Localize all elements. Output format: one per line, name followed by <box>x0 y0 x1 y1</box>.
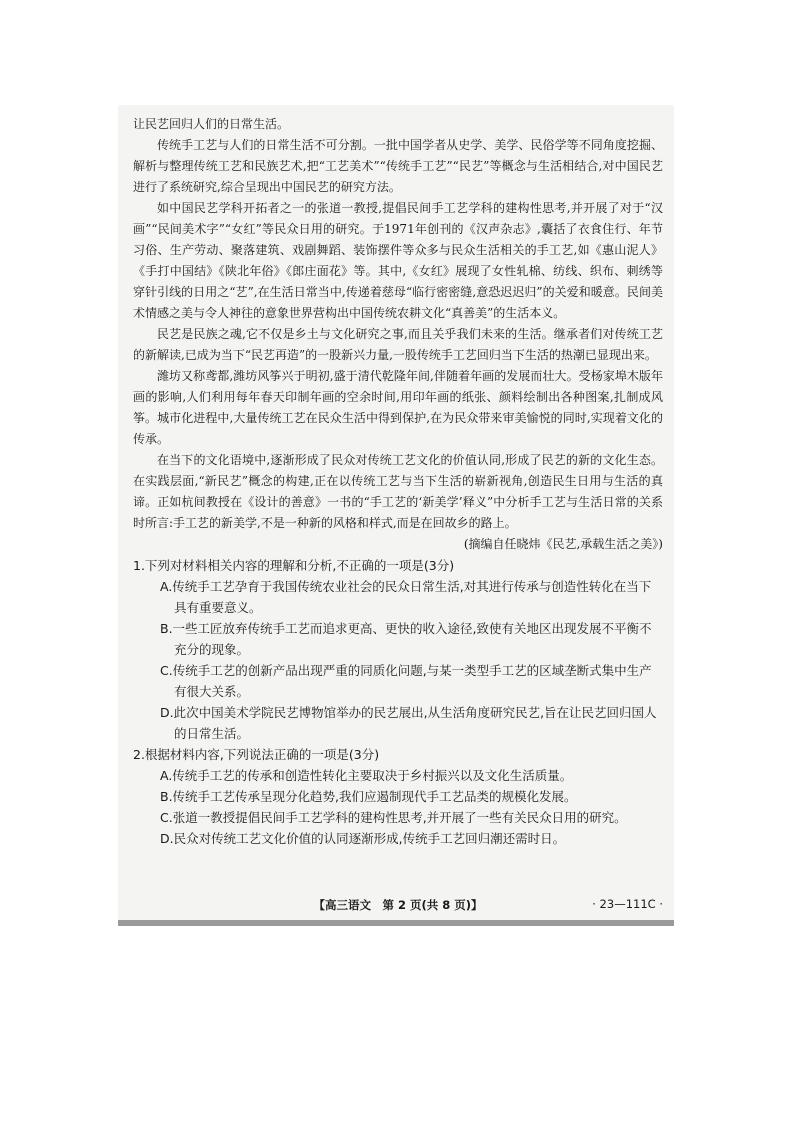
exam-code: · 23—111C · <box>592 897 663 911</box>
passage-paragraph-3: 民艺是民族之魂,它不仅是乡土与文化研究之事,而且关乎我们未来的生活。继承者们对传统工艺的新解读,已成为当下“民艺再造”的一股新兴力量,一股传统手工艺回归当下生活的热潮已显现出来。 <box>133 327 663 362</box>
passage-paragraph-5: 在当下的文化语境中,逐渐形成了民众对传统工艺文化的价值认同,形成了民艺的新的文化生态。在实践层面,“新民艺”概念的构建,正在以传统工艺与当下生活的崭新视角,创造民生日用与生活的真谛。正如杭间教授在《设计的善意》一书的“手工艺的‘新美学’释义”中分析手工艺与生活日常的关系时所言:手工艺的新美学,不是一种新的风格和样式,而是在回故乡的路上。 <box>133 453 663 530</box>
option-a: A.传统手工艺的传承和创造性转化主要取决于乡村振兴以及文化生活质量。 <box>160 768 573 783</box>
question-stem: 2.根据材料内容,下列说法正确的一项是(3分) <box>133 747 380 762</box>
page-footer <box>133 897 663 915</box>
option-b: B.一些工匠放弃传统手工艺而追求更高、更快的收入途径,致使有关地区出现发展不平衡不充分的现象。 <box>160 621 652 657</box>
page-number-label: 【高三语文 第 2 页(共 8 页)】 <box>313 898 483 912</box>
page-content <box>133 114 663 849</box>
question-stem: 1.下列对材料相关内容的理解和分析,不正确的一项是(3分) <box>133 558 455 573</box>
option-d: D.此次中国美术学院民艺博物馆举办的民艺展出,从生活角度研究民艺,旨在让民艺回归国人的日常生活。 <box>160 705 657 741</box>
sheet-bottom-edge <box>118 920 674 926</box>
passage-source: (摘编自任晓炜《民艺,承载生活之美》) <box>463 537 663 551</box>
passage-paragraph-1: 传统手工艺与人们的日常生活不可分割。一批中国学者从史学、美学、民俗学等不同角度挖掘、解析与整理传统工艺和民族艺术,把“工艺美术”“传统手工艺”“民艺”等概念与生活相结合,对中国民艺进行了系统研究,综合呈现出中国民艺的研究方法。 <box>133 138 663 194</box>
passage-paragraph-4: 潍坊又称鸢都,潍坊风筝兴于明初,盛于清代乾隆年间,伴随着年画的发展而壮大。受杨家埠木版年画的影响,人们利用每年春天印制年画的空余时间,用印年画的纸张、颜料绘制出各种图案,扎制成风筝。城市化进程中,大量传统工艺在民众生活中得到保护,在为民众带来审美愉悦的同时,实现着文化的传承。 <box>133 369 663 446</box>
option-c: C.传统手工艺的创新产品出现严重的同质化问题,与某一类型手工艺的区域垄断式集中生产有很大关系。 <box>160 663 652 699</box>
question-1 <box>133 555 663 744</box>
question-2 <box>133 744 663 849</box>
option-d: D.民众对传统工艺文化价值的认同逐渐形成,传统手工艺回归潮还需时日。 <box>160 831 566 846</box>
option-c: C.张道一教授提倡民间手工艺学科的建构性思考,并开展了一些有关民众日用的研究。 <box>160 810 627 825</box>
option-b: B.传统手工艺传承呈现分化趋势,我们应遏制现代手工艺品类的规模化发展。 <box>160 789 577 804</box>
passage-lead: 让民艺回归人们的日常生活。 <box>133 117 290 131</box>
option-a: A.传统手工艺孕育于我国传统农业社会的民众日常生活,对其进行传承与创造性转化在当下具有重要意义。 <box>160 579 652 615</box>
passage-paragraph-2: 如中国民艺学科开拓者之一的张道一教授,提倡民间手工艺学科的建构性思考,并开展了对于“汉画”“民间美术字”“女红”等民众日用的研究。于1971年创刊的《汉声杂志》,囊括了衣食住行、年节习俗、生产劳动、聚落建筑、戏剧舞蹈、装饰摆件等众多与民众生活相关的手工艺,如《惠山泥人》《手打中国结》《陕北年俗》《郎庄面花》等。其中,《女红》展现了女性轧棉、纺线、织布、刺绣等穿针引线的日用之“艺”,在生活日常当中,传递着慈母“临行密密缝,意恐迟迟归”的关爱和暖意。民间美术情感之美与令人神往的意象世界营构出中国传统农耕文化“真善美”的生活本义。 <box>133 201 663 320</box>
